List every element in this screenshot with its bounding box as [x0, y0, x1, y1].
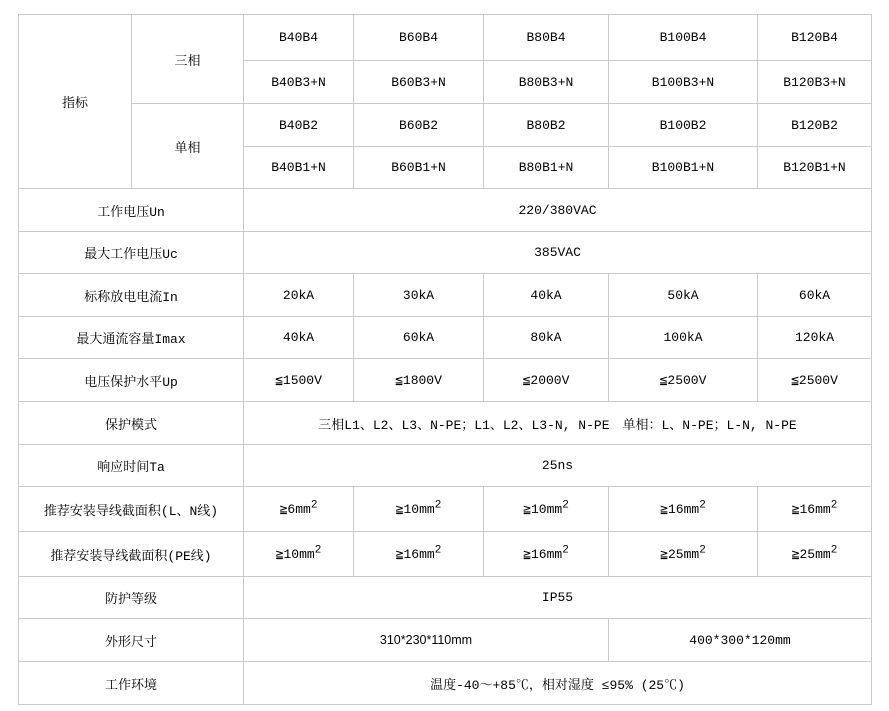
spec-row-label: 推荐安装导线截面积(PE线) [19, 532, 244, 577]
model-cell: B40B1+N [244, 147, 354, 189]
spec-row-ta [19, 445, 872, 487]
superscript: 2 [434, 499, 442, 512]
model-cell: B60B4 [354, 15, 484, 61]
superscript: 2 [314, 544, 322, 557]
spec-value-cell: 50kA [609, 274, 758, 317]
spec-value-cell: 60kA [354, 317, 484, 359]
superscript: 2 [699, 544, 706, 557]
model-cell: B40B3+N [244, 61, 354, 104]
spec-row-wire-pe [19, 532, 872, 577]
spec-value-cell: ≦1500V [244, 359, 354, 402]
superscript: 2 [310, 499, 318, 512]
spec-row-env [19, 662, 872, 705]
spec-row-wire-ln [19, 487, 872, 532]
spec-value-cell: $≧16mm^2$ [354, 532, 484, 577]
spec-row-label: 标称放电电流In [19, 274, 244, 317]
model-cell: B100B3+N [609, 61, 758, 104]
superscript: 2 [699, 499, 706, 512]
model-cell: B60B2 [354, 104, 484, 147]
spec-value-cell: $≧25mm^2$ [758, 532, 872, 577]
spec-value-cell: IP55 [244, 577, 872, 619]
spec-value-cell: 100kA [609, 317, 758, 359]
spec-row-uc [19, 232, 872, 274]
model-cell: B40B4 [244, 15, 354, 61]
model-cell: B40B2 [244, 104, 354, 147]
superscript: 2 [434, 544, 442, 557]
spec-value-cell: 温度-40～+85℃，相对湿度 ≤95% (25℃) [244, 662, 872, 705]
model-cell: B80B4 [484, 15, 609, 61]
spec-row-label: 工作环境 [19, 662, 244, 705]
spec-value-cell: 400*300*120mm [609, 619, 872, 662]
spec-value-cell: ≦2500V [758, 359, 872, 402]
model-cell: B100B1+N [609, 147, 758, 189]
model-cell: B100B2 [609, 104, 758, 147]
spec-row-label: 防护等级 [19, 577, 244, 619]
header-row-b2 [19, 104, 872, 147]
superscript: 2 [830, 544, 838, 557]
spec-value-cell: 310*230*110mm [244, 619, 609, 662]
spec-value-cell: $≧10mm^2$ [244, 532, 354, 577]
spec-value-cell: 30kA [354, 274, 484, 317]
spec-value-cell: $≧10mm^2$ [484, 487, 609, 532]
model-cell: B100B4 [609, 15, 758, 61]
spec-row-dims [19, 619, 872, 662]
model-cell: B80B1+N [484, 147, 609, 189]
model-cell: B120B2 [758, 104, 872, 147]
spec-value-cell: ≦2000V [484, 359, 609, 402]
spec-sheet [18, 14, 872, 705]
phase-group-single-phase: 单相 [132, 104, 244, 189]
superscript: 2 [562, 544, 569, 557]
spec-row-up [19, 359, 872, 402]
spec-row-label: 保护模式 [19, 402, 244, 445]
spec-row-label: 响应时间Ta [19, 445, 244, 487]
header-corner-label: 指标 [19, 15, 132, 189]
spec-row-un [19, 189, 872, 232]
model-cell: B60B1+N [354, 147, 484, 189]
spec-table [18, 14, 872, 705]
spec-value-cell: 40kA [484, 274, 609, 317]
spec-row-label: 推荐安装导线截面积(L、N线) [19, 487, 244, 532]
spec-value-cell: 40kA [244, 317, 354, 359]
spec-value-cell: 60kA [758, 274, 872, 317]
spec-value-cell: 120kA [758, 317, 872, 359]
model-cell: B120B1+N [758, 147, 872, 189]
spec-value-cell: $≧6mm^2$ [244, 487, 354, 532]
spec-value-cell: $≧16mm^2$ [484, 532, 609, 577]
spec-row-label: 工作电压Un [19, 189, 244, 232]
spec-row-label: 最大通流容量Imax [19, 317, 244, 359]
superscript: 2 [562, 499, 569, 512]
spec-value-cell: 220/380VAC [244, 189, 872, 232]
spec-value-cell: 385VAC [244, 232, 872, 274]
spec-value-cell: 80kA [484, 317, 609, 359]
spec-row-label: 最大工作电压Uc [19, 232, 244, 274]
spec-value-cell: 三相L1、L2、L3、N-PE；L1、L2、L3-N, N-PE 单相：L、N-PE；L-N, N-PE [244, 402, 872, 445]
phase-group-three-phase: 三相 [132, 15, 244, 104]
spec-value-cell: 20kA [244, 274, 354, 317]
model-cell: B80B3+N [484, 61, 609, 104]
spec-row-imax [19, 317, 872, 359]
spec-row-ip [19, 577, 872, 619]
spec-value-cell: $≧16mm^2$ [758, 487, 872, 532]
spec-value-cell: 25ns [244, 445, 872, 487]
spec-row-mode [19, 402, 872, 445]
model-cell: B120B3+N [758, 61, 872, 104]
spec-value-cell: $≧25mm^2$ [609, 532, 758, 577]
model-cell: B120B4 [758, 15, 872, 61]
spec-value-cell: $≧10mm^2$ [354, 487, 484, 532]
spec-value-cell: ≦1800V [354, 359, 484, 402]
spec-value-cell: ≦2500V [609, 359, 758, 402]
spec-row-in [19, 274, 872, 317]
spec-value-cell: $≧16mm^2$ [609, 487, 758, 532]
superscript: 2 [830, 499, 838, 512]
model-cell: B80B2 [484, 104, 609, 147]
spec-row-label: 外形尺寸 [19, 619, 244, 662]
spec-row-label: 电压保护水平Up [19, 359, 244, 402]
header-row-b4 [19, 15, 872, 61]
model-cell: B60B3+N [354, 61, 484, 104]
